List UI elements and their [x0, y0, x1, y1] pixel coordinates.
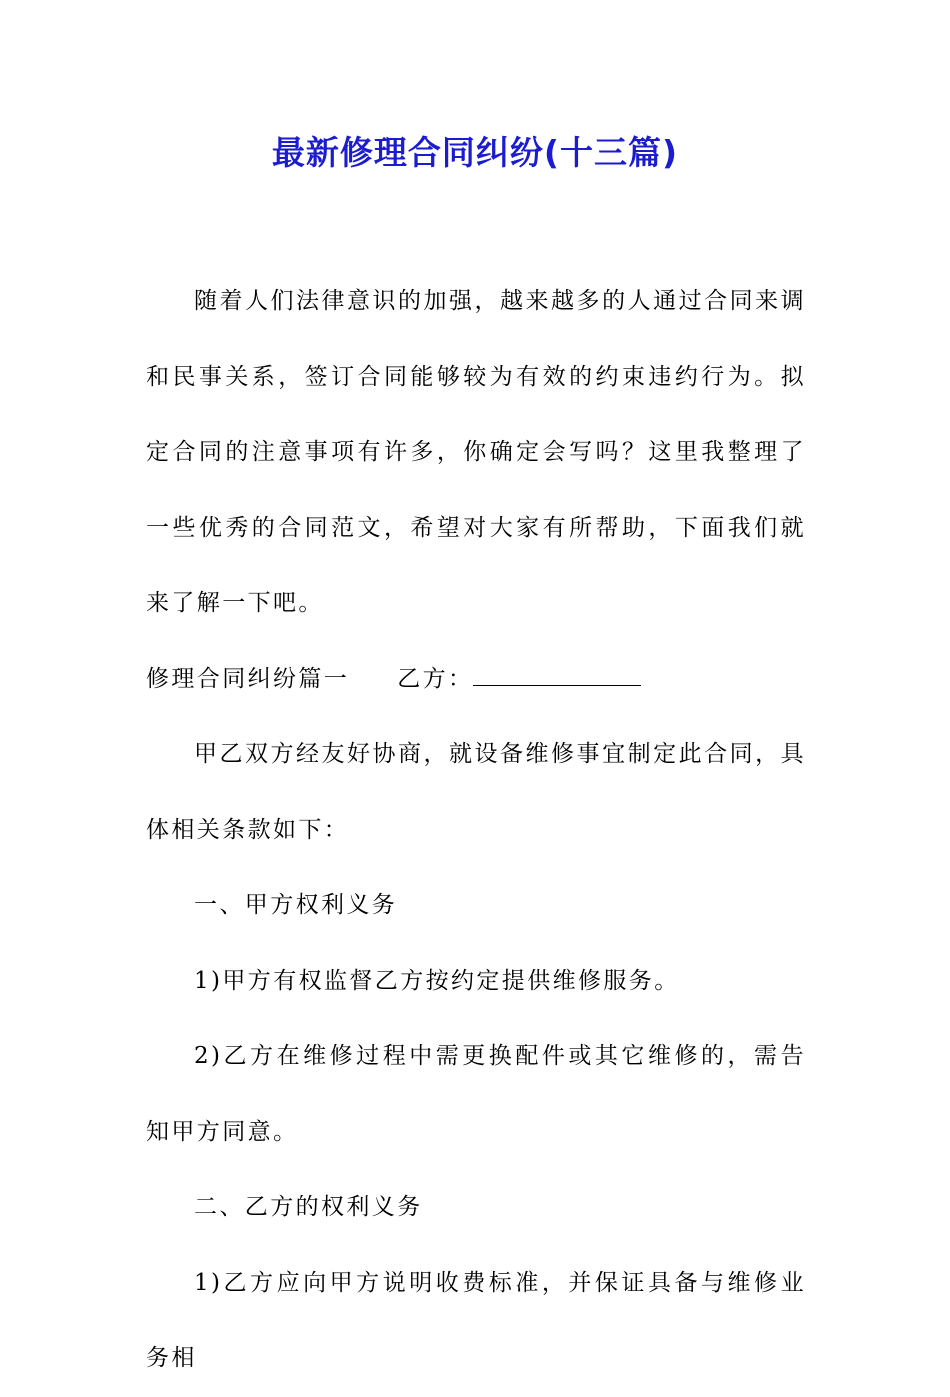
clause-heading-party-a: 一、甲方权利义务	[194, 892, 398, 918]
clause-party-b-1: 1)乙方应向甲方说明收费标准，并保证具备与维修业务相	[146, 1269, 806, 1371]
section-heading: 修理合同纠纷篇一	[146, 665, 350, 692]
intro-paragraph: 随着人们法律意识的加强，越来越多的人通过合同来调和民事关系，签订合同能够较为有效的约束违约行为。拟定合同的注意事项有许多，你确定会写吗？这里我整理了一些优秀的合同范文，希望对大家有所帮助，下面我们就来了解一下吧。	[146, 288, 806, 616]
party-b-blank-line	[473, 671, 641, 686]
clause-heading-party-b: 二、乙方的权利义务	[194, 1194, 423, 1220]
clause-party-a-2: 2)乙方在维修过程中需更换配件或其它维修的，需告知甲方同意。	[146, 1043, 806, 1145]
section-heading-line	[146, 642, 806, 718]
document-title: 最新修理合同纠纷(十三篇)	[271, 133, 679, 172]
paragraph-agreement: 甲乙双方经友好协商，就设备维修事宜制定此合同，具体相关条款如下：	[146, 741, 806, 843]
clause-party-a-1: 1)甲方有权监督乙方按约定提供维修服务。	[194, 967, 680, 994]
document-body	[146, 264, 806, 1397]
party-b-label: 乙方：	[397, 665, 474, 692]
